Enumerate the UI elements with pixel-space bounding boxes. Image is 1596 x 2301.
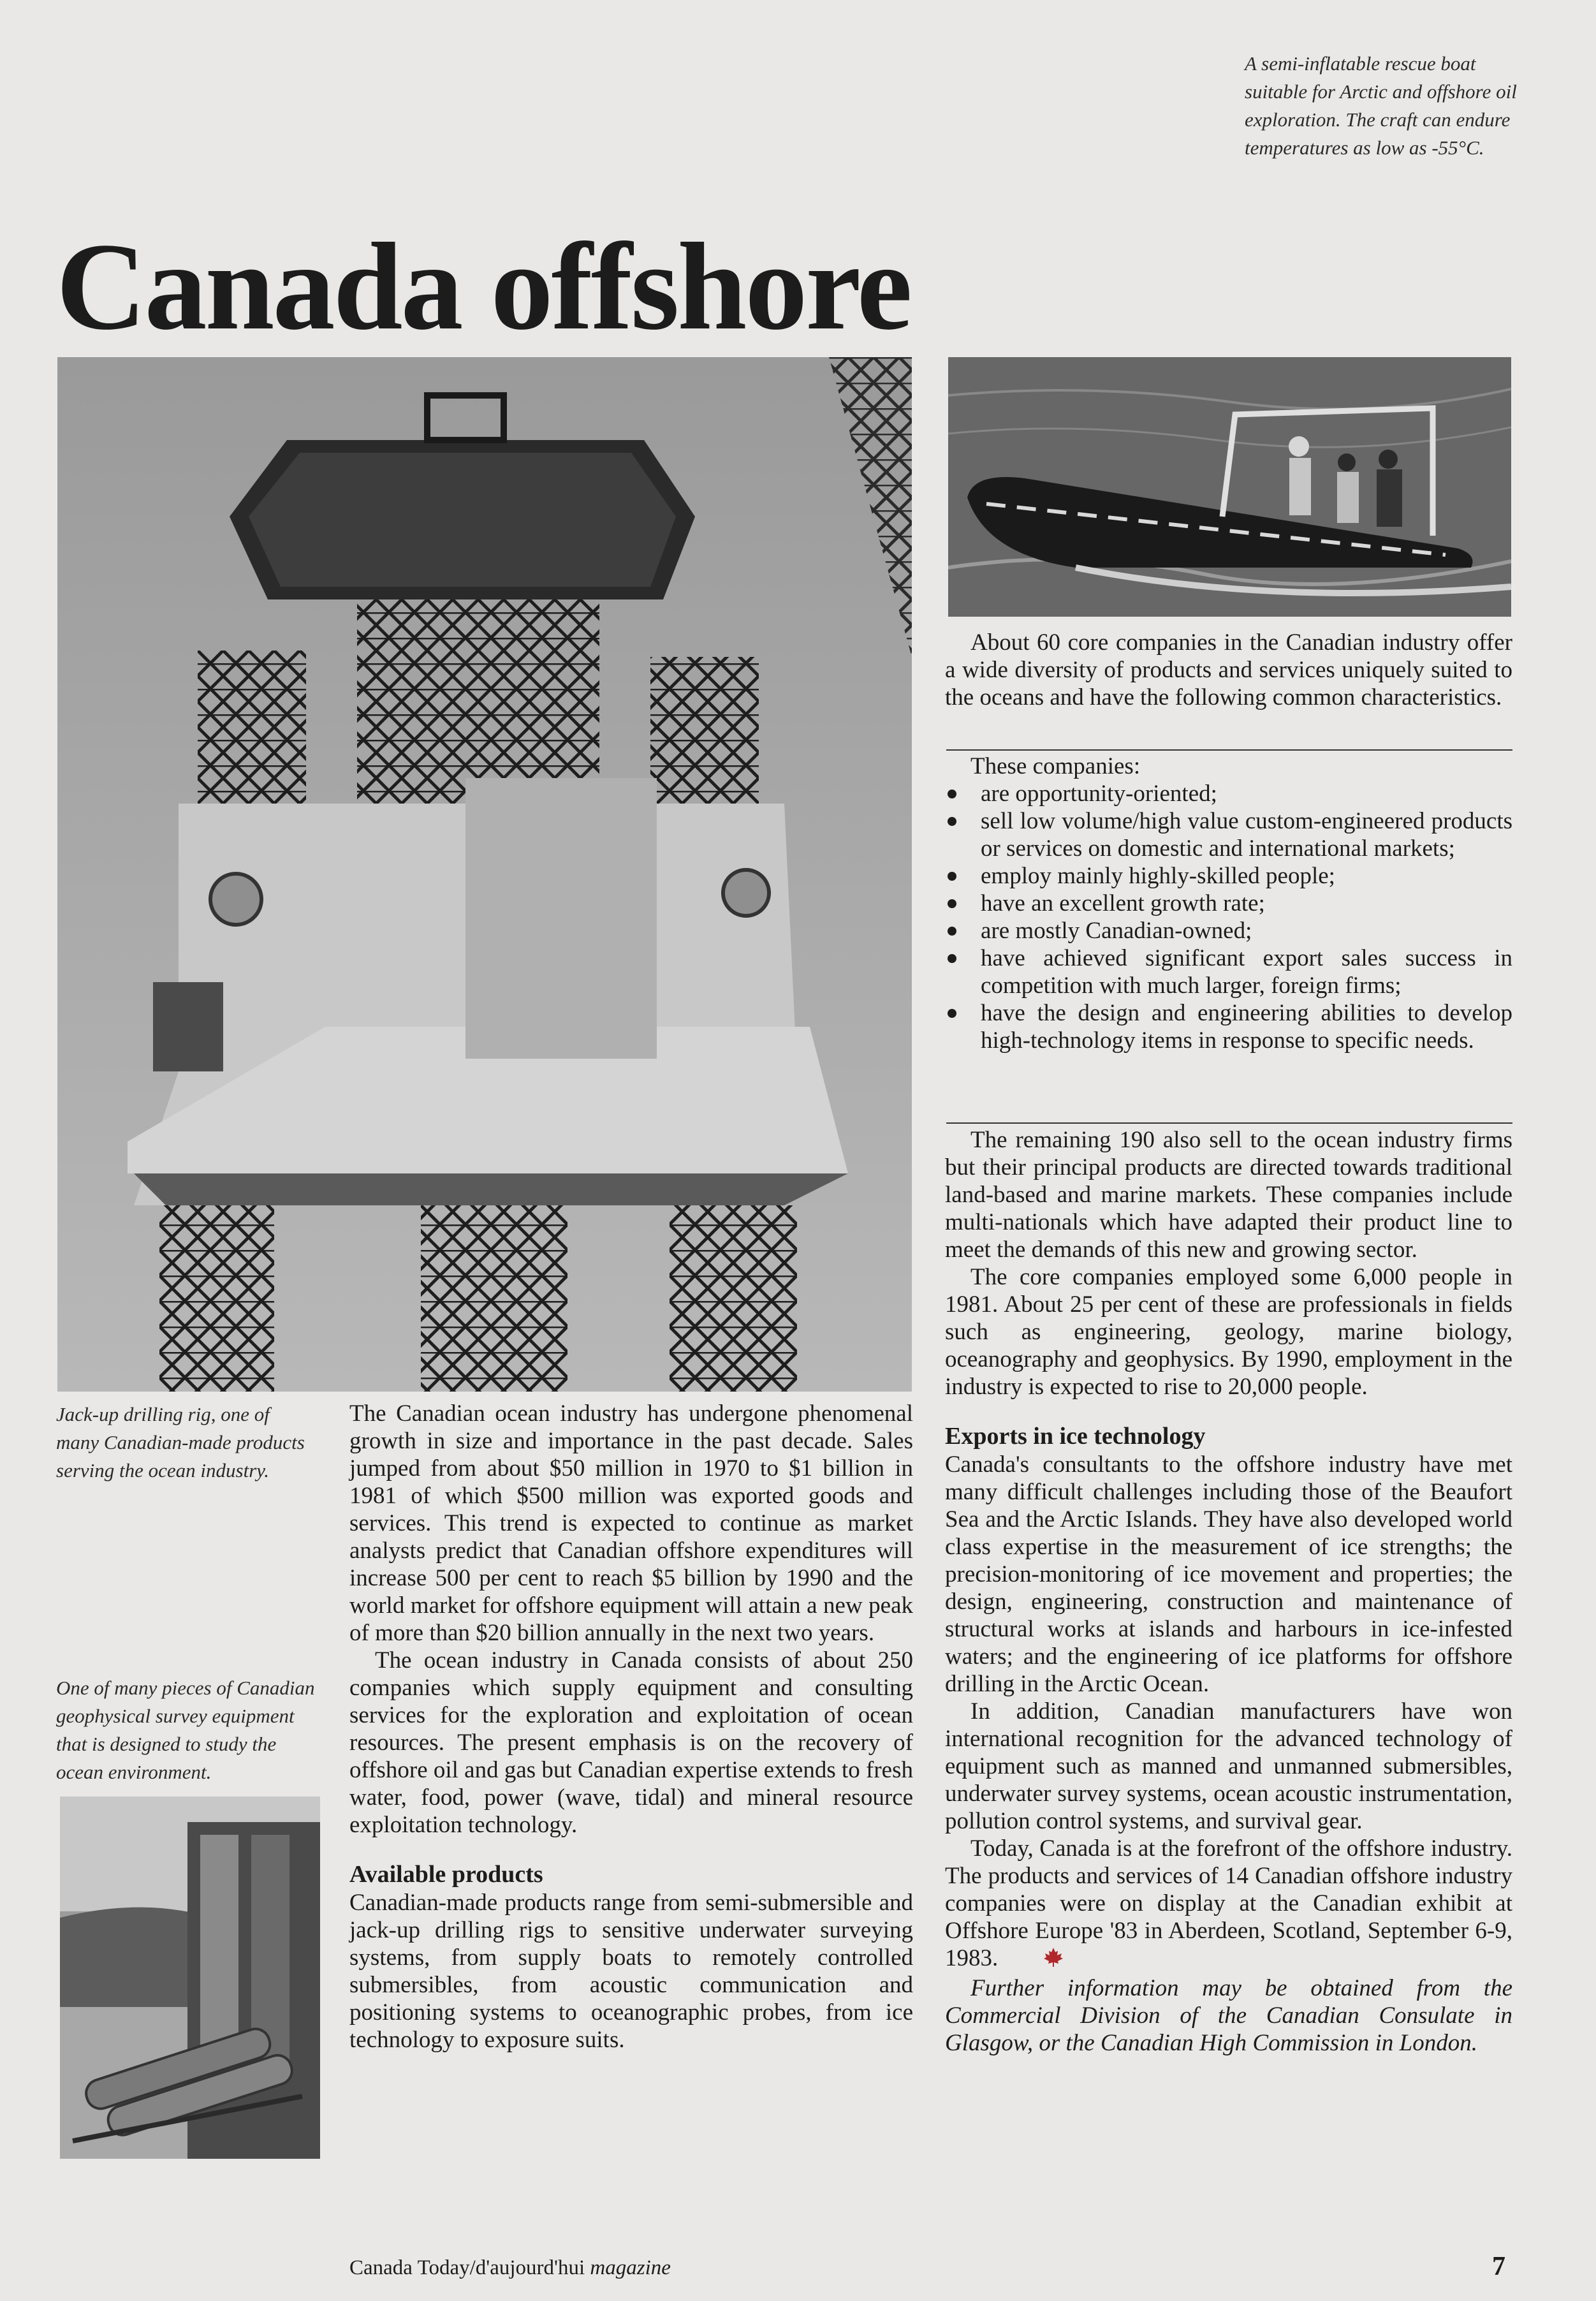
bullet-item: have the design and engineering abilities to develop high-technology items in response to specific needs.: [945, 999, 1512, 1054]
page-title: Canada offshore: [56, 217, 911, 356]
list-intro: These companies:: [970, 753, 1141, 779]
bullet-item: employ mainly highly-skilled people;: [945, 862, 1512, 890]
available-products-heading: Available products: [349, 1861, 543, 1888]
bullet-item: are mostly Canadian-owned;: [945, 917, 1512, 945]
further-information-note: Further information may be obtained from the Commercial Division of the Canadian Consulate in Glasgow, or the Canadian High Commission in London.: [945, 1974, 1512, 2056]
right-paragraph-4: In addition, Canadian manufacturers have won international recognition for the advanced technology of equipment such as manned and unmanned submersibles, underwater survey systems, ocean acoustic instrumentation, pollution control systems, and survival gear.: [945, 1698, 1512, 1834]
right-paragraph-1: The remaining 190 also sell to the ocean industry firms but their principal products are directed towards traditional land-based and marine markets. These companies include multi-nationals which have adapted their product line to meet the demands of this new and growing sector.: [945, 1127, 1512, 1263]
right-paragraph-5: [945, 1835, 1512, 1974]
maple-leaf-icon: [1017, 1946, 1064, 1974]
footer-magazine: [349, 2255, 671, 2281]
survey-equipment-photo: [60, 1797, 320, 2159]
rescue-boat-photo: [948, 357, 1511, 617]
rescue-boat-image: [948, 357, 1511, 617]
jack-up-rig-image: [57, 357, 912, 1392]
magazine-name: Canada Today/d'aujourd'hui: [349, 2256, 585, 2279]
closing-paragraph-text: Today, Canada is at the forefront of the offshore industry. The products and services of 14 Canadian offshore industry companies were on display at the Canadian exhibit at Offshore Europe '83 in Aberdeen, Scotland, September 6-9, 1983.: [945, 1835, 1512, 1971]
page-number: 7: [1492, 2252, 1505, 2281]
survey-equipment-image: [60, 1797, 320, 2159]
bullet-item: sell low volume/high value custom-engineered products or services on domestic and international markets;: [945, 807, 1512, 862]
bullet-item: have achieved significant export sales success in competition with much larger, foreign firms;: [945, 945, 1512, 999]
bullet-item: are opportunity-oriented;: [945, 780, 1512, 807]
middle-paragraph-1: The Canadian ocean industry has undergone phenomenal growth in size and importance in the past decade. Sales jumped from about $50 million in 1970 to $1 billion in 1981 of which $500 million was exported goods and services. This trend is expected to continue as market analysts predict that Canadian offshore expenditures will increase 500 per cent to reach $5 billion by 1990 and the world market for offshore equipment will attain a new peak of more than $20 billion annually in the next two years.: [349, 1400, 913, 1646]
right-column-body: [945, 1126, 1512, 2057]
right-column-intro: [945, 629, 1512, 711]
right-paragraph-3: Canada's consultants to the offshore industry have met many difficult challenges including those of the Beaufort Sea and the Arctic Islands. They have also developed world class expertise in the measurement of ice strengths; the precision-monitoring of ice movement and properties; the design, engineering, construction and maintenance of structural works at islands and harbours in ice-infested waters; and the engineering of ice platforms for offshore drilling in the Arctic Ocean.: [945, 1452, 1512, 1697]
middle-paragraph-2: The ocean industry in Canada consists of about 250 companies which supply equipment and consulting services for the exploration and exploitation of ocean resources. The present emphasis is on the recovery of offshore oil and gas but Canadian expertise extends to fresh water, food, power (wave, tidal) and mineral resource exploitation technology.: [349, 1647, 913, 1838]
characteristics-list: [945, 753, 1512, 1054]
intro-paragraph: About 60 core companies in the Canadian industry offer a wide diversity of products and services uniquely suited to the oceans and have the following common characteristics.: [945, 629, 1512, 710]
rig-photo: [57, 357, 912, 1392]
boat-caption: A semi-inflatable rescue boat suitable for Arctic and offshore oil exploration. The craft can endure temperatures as low as -55°C.: [1245, 52, 1517, 159]
magazine-word: magazine: [590, 2256, 671, 2279]
right-paragraph-2: The core companies employed some 6,000 people in 1981. About 25 per cent of these are professionals in fields such as engineering, geology, marine biology, oceanography and geophysics. By 1990, employment in the industry is expected to rise to 20,000 people.: [945, 1264, 1512, 1400]
rig-caption: Jack-up drilling rig, one of many Canadian-made products serving the ocean industry.: [56, 1403, 305, 1481]
divider-top: [946, 749, 1512, 751]
exports-heading: Exports in ice technology: [945, 1423, 1206, 1450]
survey-caption: One of many pieces of Canadian geophysical survey equipment that is designed to study the ocean environment.: [56, 1677, 315, 1783]
characteristics-bullets: [945, 780, 1512, 1054]
bullet-item: have an excellent growth rate;: [945, 890, 1512, 917]
middle-paragraph-3: Canadian-made products range from semi-submersible and jack-up drilling rigs to sensitive underwater surveying systems, from supply boats to remotely controlled submersibles, from acoustic communication and positioning systems to oceanographic probes, from ice technology to exposure suits.: [349, 1890, 913, 2053]
middle-column: [349, 1400, 913, 2054]
divider-bottom: [946, 1122, 1512, 1124]
